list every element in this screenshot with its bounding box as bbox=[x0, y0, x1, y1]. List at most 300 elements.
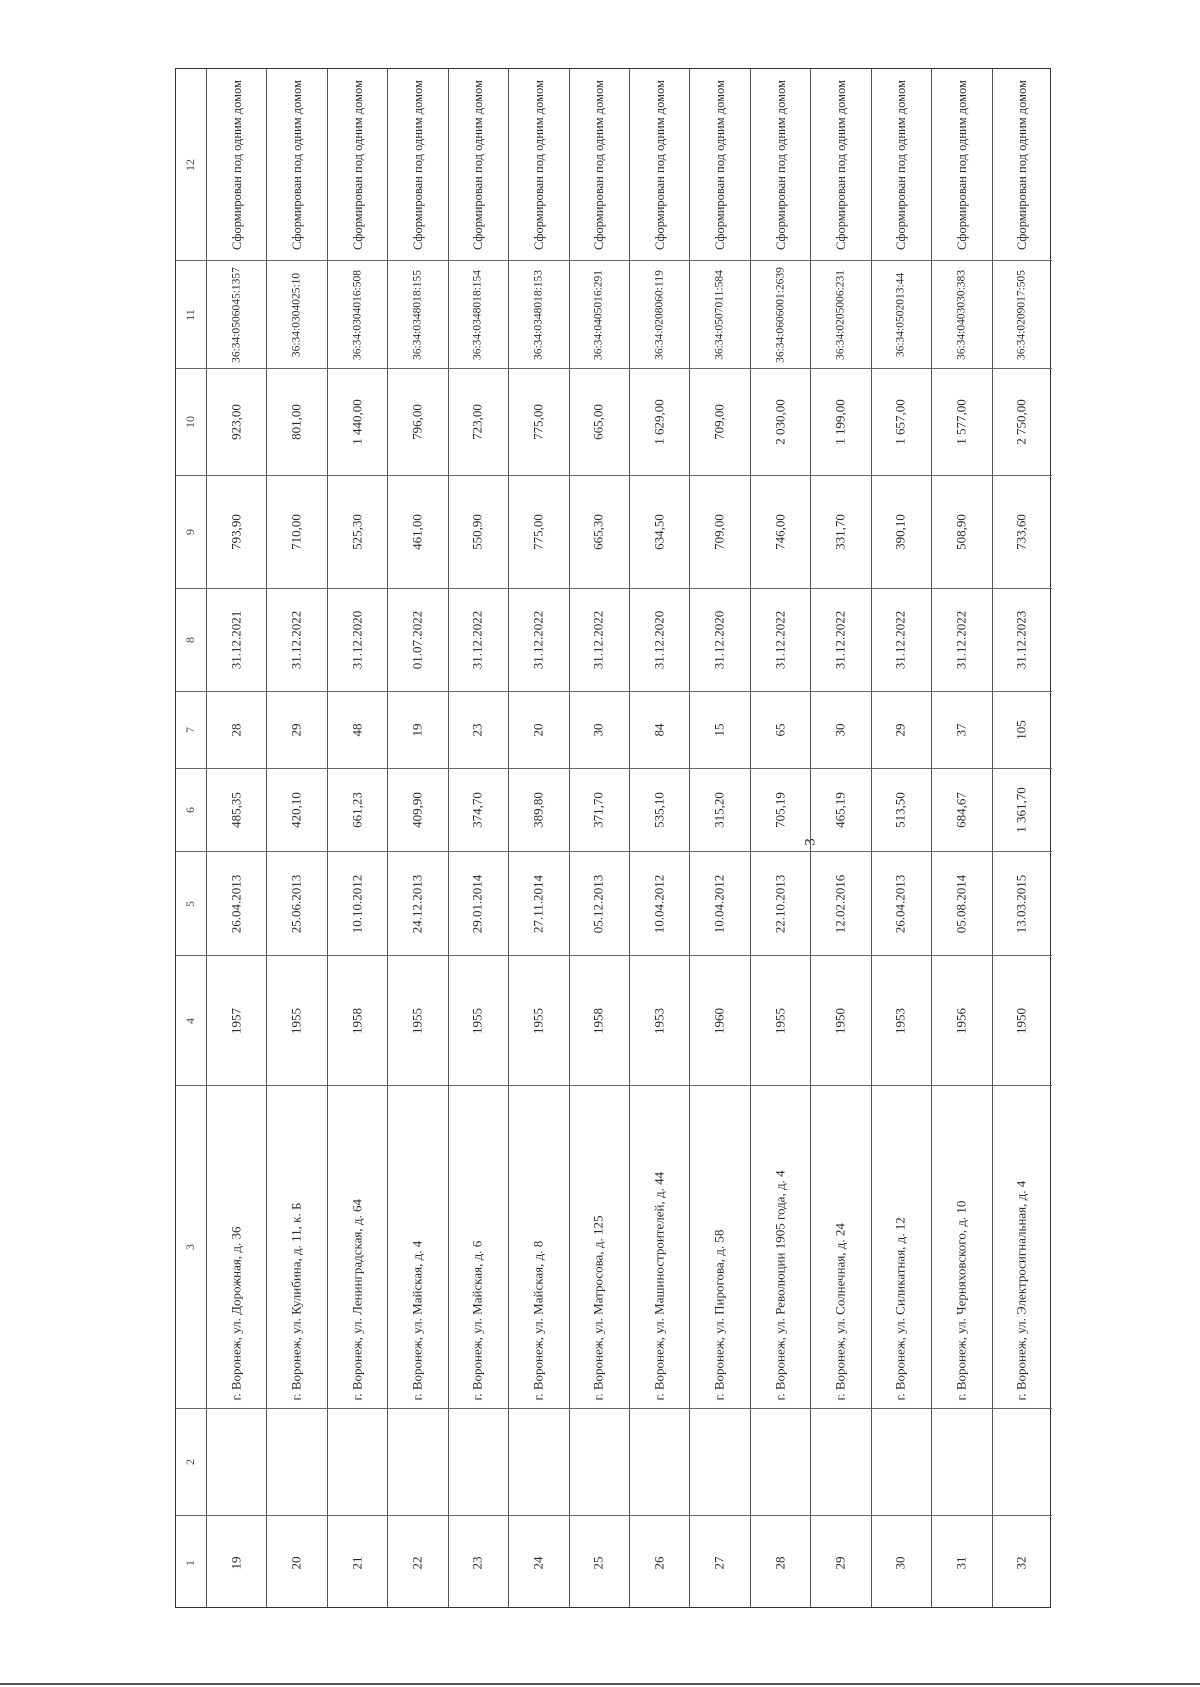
table-cell-c2 bbox=[993, 1409, 1052, 1516]
cell-text: 796,00 bbox=[409, 404, 425, 440]
table-cell-c1 bbox=[932, 1516, 991, 1609]
table-cell-c8 bbox=[207, 589, 266, 692]
cell-text: 65 bbox=[772, 723, 788, 737]
table-cell-c2 bbox=[449, 1409, 508, 1516]
cell-text: Сформирован под одним домом bbox=[592, 79, 607, 250]
table-cell-c10 bbox=[449, 369, 508, 476]
column-number: 5 bbox=[183, 900, 198, 907]
table-cell-c10 bbox=[811, 369, 870, 476]
table-cell-c6 bbox=[811, 769, 870, 852]
table-cell-c5 bbox=[449, 852, 508, 956]
table-cell-c7 bbox=[811, 692, 870, 769]
cell-text: 30 bbox=[590, 723, 606, 737]
cell-text: 01.07.2022 bbox=[409, 610, 425, 670]
cell-text: 26.04.2013 bbox=[228, 874, 244, 933]
table-cell-c11 bbox=[328, 261, 387, 369]
table-cell-c1 bbox=[872, 1516, 931, 1609]
table-cell-c6 bbox=[570, 769, 629, 852]
table-cell-c2 bbox=[690, 1409, 749, 1516]
column-number: 3 bbox=[183, 1244, 198, 1250]
table-cell-c2 bbox=[932, 1409, 991, 1516]
cell-text: 27.11.2014 bbox=[530, 874, 546, 933]
table-cell-c10 bbox=[509, 369, 568, 476]
cell-text: 634,50 bbox=[651, 514, 667, 550]
table-cell-c12 bbox=[328, 69, 387, 261]
cell-text: 48 bbox=[349, 723, 365, 737]
table-cell-c5 bbox=[872, 852, 931, 956]
cell-text: г. Воронеж, ул. Майская, д. 6 bbox=[469, 1240, 485, 1401]
cell-text: 1958 bbox=[590, 1007, 606, 1034]
cell-text: 1955 bbox=[409, 1007, 425, 1034]
cell-text: 36:34:0506045:1357 bbox=[230, 266, 243, 363]
table-cell-c1 bbox=[570, 1516, 629, 1609]
table-cell-c7 bbox=[328, 692, 387, 769]
cell-text: 31.12.2022 bbox=[469, 610, 485, 670]
table-cell-c12 bbox=[872, 69, 931, 261]
table-cell-c11 bbox=[993, 261, 1052, 369]
header-cell bbox=[176, 852, 206, 956]
table-cell-c12 bbox=[449, 69, 508, 261]
column-number: 6 bbox=[183, 807, 198, 813]
table-cell-c4 bbox=[570, 956, 629, 1086]
cell-text: 105 bbox=[1013, 720, 1029, 740]
table-cell-c3 bbox=[690, 1086, 749, 1409]
cell-text: 32 bbox=[1013, 1556, 1029, 1569]
cell-text: 331,70 bbox=[832, 514, 848, 550]
cell-text: 36:34:0606001:2639 bbox=[773, 266, 786, 363]
table-cell-c4 bbox=[509, 956, 568, 1086]
header-cell bbox=[176, 261, 206, 369]
table-cell-c10 bbox=[690, 369, 749, 476]
table-cell-c2 bbox=[570, 1409, 629, 1516]
table-cell-c3 bbox=[509, 1086, 568, 1409]
cell-text: 36:34:0348018:153 bbox=[532, 269, 545, 360]
header-row bbox=[176, 69, 206, 1607]
cell-text: 31.12.2021 bbox=[228, 610, 244, 670]
cell-text: 36:34:0507011:584 bbox=[713, 269, 726, 360]
table-cell-c3 bbox=[811, 1086, 870, 1409]
cell-text: 25 bbox=[590, 1556, 606, 1569]
cell-text: 733,60 bbox=[1013, 514, 1029, 550]
table-cell-c12 bbox=[993, 69, 1052, 261]
table-cell-c1 bbox=[328, 1516, 387, 1609]
cell-text: 25.06.2013 bbox=[288, 874, 304, 933]
table-cell-c11 bbox=[267, 261, 326, 369]
table-cell-c4 bbox=[751, 956, 810, 1086]
table-cell-c7 bbox=[630, 692, 689, 769]
cell-text: 1955 bbox=[469, 1007, 485, 1034]
cell-text: 36:34:0348018:155 bbox=[411, 269, 424, 360]
table-row bbox=[629, 69, 689, 1607]
cell-text: 31 bbox=[953, 1556, 969, 1569]
cell-text: 29 bbox=[832, 1556, 848, 1569]
table-row bbox=[508, 69, 568, 1607]
cell-text: 923,00 bbox=[228, 404, 244, 440]
table-cell-c2 bbox=[388, 1409, 447, 1516]
table-cell-c10 bbox=[328, 369, 387, 476]
cell-text: 705,19 bbox=[772, 792, 788, 828]
cell-text: Сформирован под одним домом bbox=[1015, 79, 1030, 250]
table-cell-c5 bbox=[630, 852, 689, 956]
cell-text: 775,00 bbox=[530, 514, 546, 550]
table-cell-c7 bbox=[872, 692, 931, 769]
cell-text: г. Воронеж, ул. Дорожная, д. 36 bbox=[228, 1226, 244, 1401]
column-number: 8 bbox=[183, 637, 198, 643]
cell-text: 29 bbox=[892, 723, 908, 737]
cell-text: 12.02.2016 bbox=[832, 874, 848, 933]
table-cell-c2 bbox=[328, 1409, 387, 1516]
table-row bbox=[871, 69, 931, 1607]
table-cell-c6 bbox=[630, 769, 689, 852]
table-cell-c1 bbox=[690, 1516, 749, 1609]
cell-text: 508,90 bbox=[953, 514, 969, 550]
table-cell-c1 bbox=[388, 1516, 447, 1609]
table-cell-c7 bbox=[509, 692, 568, 769]
table-cell-c11 bbox=[690, 261, 749, 369]
table-cell-c6 bbox=[751, 769, 810, 852]
table-cell-c7 bbox=[570, 692, 629, 769]
table-cell-c12 bbox=[630, 69, 689, 261]
table-cell-c7 bbox=[690, 692, 749, 769]
header-cell bbox=[176, 369, 206, 476]
table-cell-c9 bbox=[449, 476, 508, 589]
cell-text: 535,10 bbox=[651, 792, 667, 828]
column-number: 11 bbox=[183, 308, 198, 321]
cell-text: 801,00 bbox=[288, 404, 304, 440]
table-cell-c11 bbox=[811, 261, 870, 369]
table-cell-c6 bbox=[267, 769, 326, 852]
header-cell bbox=[176, 1516, 206, 1609]
cell-text: г. Воронеж, ул. Машиностроителей, д. 44 bbox=[651, 1171, 667, 1401]
column-number: 4 bbox=[183, 1017, 198, 1024]
cell-text: 36:34:0502013:44 bbox=[894, 272, 907, 357]
table-cell-c4 bbox=[388, 956, 447, 1086]
cell-text: 31.12.2020 bbox=[651, 610, 667, 670]
table-cell-c9 bbox=[509, 476, 568, 589]
table-cell-c9 bbox=[811, 476, 870, 589]
cell-text: 710,00 bbox=[288, 514, 304, 550]
cell-text: 461,00 bbox=[409, 514, 425, 550]
table-cell-c3 bbox=[328, 1086, 387, 1409]
table-cell-c8 bbox=[328, 589, 387, 692]
table-cell-c9 bbox=[267, 476, 326, 589]
cell-text: 30 bbox=[832, 723, 848, 737]
table-cell-c6 bbox=[449, 769, 508, 852]
table-cell-c6 bbox=[872, 769, 931, 852]
table-cell-c9 bbox=[207, 476, 266, 589]
table-cell-c3 bbox=[388, 1086, 447, 1409]
header-cell bbox=[176, 769, 206, 852]
table-cell-c9 bbox=[388, 476, 447, 589]
table-cell-c11 bbox=[932, 261, 991, 369]
cell-text: г. Воронеж, ул. Майская, д. 4 bbox=[409, 1240, 425, 1401]
cell-text: 31.12.2022 bbox=[953, 610, 969, 670]
table-cell-c2 bbox=[509, 1409, 568, 1516]
cell-text: 684,67 bbox=[953, 792, 969, 828]
cell-text: Сформирован под одним домом bbox=[833, 79, 848, 250]
table-cell-c3 bbox=[993, 1086, 1052, 1409]
table-cell-c1 bbox=[630, 1516, 689, 1609]
table-row bbox=[810, 69, 870, 1607]
cell-text: 1953 bbox=[651, 1007, 667, 1034]
table-cell-c8 bbox=[388, 589, 447, 692]
table-cell-c7 bbox=[207, 692, 266, 769]
table-cell-c12 bbox=[509, 69, 568, 261]
table-cell-c9 bbox=[751, 476, 810, 589]
cell-text: Сформирован под одним домом bbox=[531, 79, 546, 250]
table-cell-c11 bbox=[872, 261, 931, 369]
cell-text: 1950 bbox=[1013, 1007, 1029, 1034]
cell-text: 1 361,70 bbox=[1013, 787, 1029, 833]
header-cell bbox=[176, 1409, 206, 1516]
table-cell-c2 bbox=[267, 1409, 326, 1516]
cell-text: Сформирован под одним домом bbox=[954, 79, 969, 250]
column-number: 12 bbox=[183, 158, 198, 171]
cell-text: 1957 bbox=[228, 1007, 244, 1034]
column-number: 10 bbox=[183, 416, 198, 428]
cell-text: 485,35 bbox=[228, 792, 244, 828]
table-cell-c11 bbox=[570, 261, 629, 369]
table-cell-c7 bbox=[449, 692, 508, 769]
table-cell-c12 bbox=[207, 69, 266, 261]
cell-text: Сформирован под одним домом bbox=[229, 79, 244, 250]
cell-text: 36:34:0208060:119 bbox=[653, 269, 666, 360]
table-cell-c1 bbox=[993, 1516, 1052, 1609]
table-cell-c9 bbox=[690, 476, 749, 589]
cell-text: 19 bbox=[228, 1556, 244, 1569]
table-cell-c10 bbox=[570, 369, 629, 476]
cell-text: г. Воронеж, ул. Майская, д. 8 bbox=[530, 1240, 546, 1401]
page-bottom-edge bbox=[0, 1683, 1200, 1685]
table-cell-c5 bbox=[751, 852, 810, 956]
table-cell-c8 bbox=[872, 589, 931, 692]
cell-text: 23 bbox=[469, 1556, 485, 1569]
cell-text: 20 bbox=[530, 723, 546, 737]
table-cell-c9 bbox=[993, 476, 1052, 589]
cell-text: 661,23 bbox=[349, 792, 365, 828]
cell-text: Сформирован под одним домом bbox=[289, 79, 304, 250]
table-cell-c11 bbox=[449, 261, 508, 369]
table-cell-c6 bbox=[932, 769, 991, 852]
column-number: 1 bbox=[183, 1559, 198, 1566]
column-number: 9 bbox=[183, 529, 198, 535]
cell-text: 36:34:0209017:505 bbox=[1015, 269, 1028, 360]
cell-text: 31.12.2022 bbox=[892, 610, 908, 670]
table-cell-c12 bbox=[811, 69, 870, 261]
table-cell-c7 bbox=[993, 692, 1052, 769]
table-cell-c1 bbox=[207, 1516, 266, 1609]
cell-text: 31.12.2022 bbox=[832, 610, 848, 670]
table-row bbox=[992, 69, 1052, 1607]
table-cell-c2 bbox=[811, 1409, 870, 1516]
cell-text: 315,20 bbox=[711, 792, 727, 828]
cell-text: 1950 bbox=[832, 1007, 848, 1034]
cell-text: Сформирован под одним домом bbox=[712, 79, 727, 250]
cell-text: 37 bbox=[953, 723, 969, 737]
table-cell-c9 bbox=[328, 476, 387, 589]
table-row bbox=[689, 69, 749, 1607]
cell-text: 29 bbox=[288, 723, 304, 737]
table-row bbox=[206, 69, 266, 1607]
table-cell-c8 bbox=[993, 589, 1052, 692]
table-cell-c5 bbox=[328, 852, 387, 956]
cell-text: 31.12.2022 bbox=[530, 610, 546, 670]
cell-text: 389,80 bbox=[530, 792, 546, 828]
cell-text: г. Воронеж, ул. Силикатная, д. 12 bbox=[892, 1217, 908, 1401]
cell-text: 21 bbox=[349, 1556, 365, 1569]
table-cell-c5 bbox=[811, 852, 870, 956]
table-cell-c12 bbox=[570, 69, 629, 261]
cell-text: 36:34:0304016:508 bbox=[350, 269, 363, 360]
cell-text: 13.03.2015 bbox=[1013, 874, 1029, 933]
cell-text: 31.12.2022 bbox=[772, 610, 788, 670]
table-cell-c7 bbox=[388, 692, 447, 769]
cell-text: г. Воронеж, ул. Пирогова, д. 58 bbox=[711, 1229, 727, 1401]
table-row bbox=[750, 69, 810, 1607]
table-cell-c10 bbox=[630, 369, 689, 476]
cell-text: 31.12.2020 bbox=[711, 610, 727, 670]
cell-text: 84 bbox=[651, 723, 667, 737]
table-cell-c10 bbox=[207, 369, 266, 476]
table-cell-c2 bbox=[630, 1409, 689, 1516]
cell-text: 36:34:0405016:291 bbox=[592, 269, 605, 360]
table-cell-c8 bbox=[509, 589, 568, 692]
cell-text: 1 657,00 bbox=[892, 399, 908, 445]
cell-text: 371,70 bbox=[590, 792, 606, 828]
cell-text: 10.04.2012 bbox=[651, 874, 667, 933]
cell-text: 420,10 bbox=[288, 792, 304, 828]
table-cell-c11 bbox=[388, 261, 447, 369]
table-cell-c12 bbox=[751, 69, 810, 261]
cell-text: 1960 bbox=[711, 1007, 727, 1034]
table-cell-c5 bbox=[388, 852, 447, 956]
header-cell bbox=[176, 956, 206, 1086]
table-cell-c10 bbox=[932, 369, 991, 476]
cell-text: 723,00 bbox=[469, 404, 485, 440]
table-cell-c2 bbox=[872, 1409, 931, 1516]
cell-text: г. Воронеж, ул. Кулибина, д. 11, к. Б bbox=[288, 1202, 304, 1401]
cell-text: 19 bbox=[409, 723, 425, 737]
cell-text: Сформирован под одним домом bbox=[471, 79, 486, 250]
cell-text: 26 bbox=[651, 1556, 667, 1569]
table-cell-c8 bbox=[751, 589, 810, 692]
cell-text: 665,30 bbox=[590, 514, 606, 550]
table-cell-c5 bbox=[570, 852, 629, 956]
header-cell bbox=[176, 692, 206, 769]
cell-text: 1955 bbox=[772, 1007, 788, 1034]
table-cell-c2 bbox=[751, 1409, 810, 1516]
cell-text: 15 bbox=[711, 723, 727, 737]
table-cell-c12 bbox=[932, 69, 991, 261]
cell-text: 28 bbox=[228, 723, 244, 737]
cell-text: 1 577,00 bbox=[953, 399, 969, 445]
header-cell bbox=[176, 589, 206, 692]
table-cell-c7 bbox=[932, 692, 991, 769]
table-row bbox=[931, 69, 991, 1607]
cell-text: 409,90 bbox=[409, 792, 425, 828]
column-number: 2 bbox=[183, 1459, 198, 1465]
cell-text: 23 bbox=[469, 723, 485, 737]
table-cell-c7 bbox=[751, 692, 810, 769]
cell-text: Сформирован под одним домом bbox=[894, 79, 909, 250]
table-cell-c3 bbox=[449, 1086, 508, 1409]
table-cell-c10 bbox=[388, 369, 447, 476]
table-cell-c9 bbox=[872, 476, 931, 589]
cell-text: 22.10.2013 bbox=[772, 874, 788, 933]
table-cell-c4 bbox=[328, 956, 387, 1086]
cell-text: 29.01.2014 bbox=[469, 874, 485, 933]
table-cell-c4 bbox=[207, 956, 266, 1086]
cell-text: 746,00 bbox=[772, 514, 788, 550]
table-cell-c1 bbox=[751, 1516, 810, 1609]
table-cell-c5 bbox=[993, 852, 1052, 956]
table-cell-c11 bbox=[509, 261, 568, 369]
table-cell-c6 bbox=[509, 769, 568, 852]
table-cell-c8 bbox=[932, 589, 991, 692]
cell-text: 20 bbox=[288, 1556, 304, 1569]
cell-text: 2 750,00 bbox=[1013, 399, 1029, 445]
cell-text: 05.08.2014 bbox=[953, 874, 969, 933]
table-cell-c1 bbox=[267, 1516, 326, 1609]
table-row bbox=[448, 69, 508, 1607]
cell-text: 525,30 bbox=[349, 514, 365, 550]
table-cell-c4 bbox=[932, 956, 991, 1086]
cell-text: 22 bbox=[409, 1556, 425, 1569]
cell-text: г. Воронеж, ул. Ленинградская, д. 64 bbox=[349, 1199, 365, 1401]
table-row bbox=[569, 69, 629, 1607]
cell-text: 513,50 bbox=[892, 792, 908, 828]
cell-text: 390,10 bbox=[892, 514, 908, 550]
table-cell-c1 bbox=[509, 1516, 568, 1609]
cell-text: 665,00 bbox=[590, 404, 606, 440]
table-cell-c6 bbox=[207, 769, 266, 852]
cell-text: 10.04.2012 bbox=[711, 874, 727, 933]
table-cell-c4 bbox=[267, 956, 326, 1086]
table-cell-c6 bbox=[690, 769, 749, 852]
table-cell-c12 bbox=[388, 69, 447, 261]
table-cell-c11 bbox=[630, 261, 689, 369]
table-cell-c10 bbox=[993, 369, 1052, 476]
table-cell-c11 bbox=[751, 261, 810, 369]
cell-text: 36:34:0348018:154 bbox=[471, 269, 484, 360]
cell-text: Сформирован под одним домом bbox=[350, 79, 365, 250]
table-cell-c7 bbox=[267, 692, 326, 769]
data-table bbox=[175, 68, 1051, 1608]
table-cell-c5 bbox=[267, 852, 326, 956]
cell-text: г. Воронеж, ул. Электросигнальная, д. 4 bbox=[1013, 1180, 1029, 1401]
table-row bbox=[327, 69, 387, 1607]
table-cell-c10 bbox=[267, 369, 326, 476]
cell-text: 36:34:0205006:231 bbox=[834, 269, 847, 360]
table-cell-c6 bbox=[328, 769, 387, 852]
cell-text: г. Воронеж, ул. Матросова, д. 125 bbox=[590, 1215, 606, 1401]
cell-text: 1955 bbox=[530, 1007, 546, 1034]
table-cell-c1 bbox=[811, 1516, 870, 1609]
header-cell bbox=[176, 476, 206, 589]
cell-text: 27 bbox=[711, 1556, 727, 1569]
cell-text: 775,00 bbox=[530, 404, 546, 440]
table-cell-c10 bbox=[872, 369, 931, 476]
table-cell-c8 bbox=[449, 589, 508, 692]
column-number: 7 bbox=[183, 727, 198, 733]
cell-text: 709,00 bbox=[711, 404, 727, 440]
table-cell-c3 bbox=[267, 1086, 326, 1409]
table-cell-c8 bbox=[811, 589, 870, 692]
table-cell-c3 bbox=[630, 1086, 689, 1409]
table-cell-c12 bbox=[690, 69, 749, 261]
cell-text: 1953 bbox=[892, 1007, 908, 1034]
page-number: 3 bbox=[802, 838, 819, 846]
